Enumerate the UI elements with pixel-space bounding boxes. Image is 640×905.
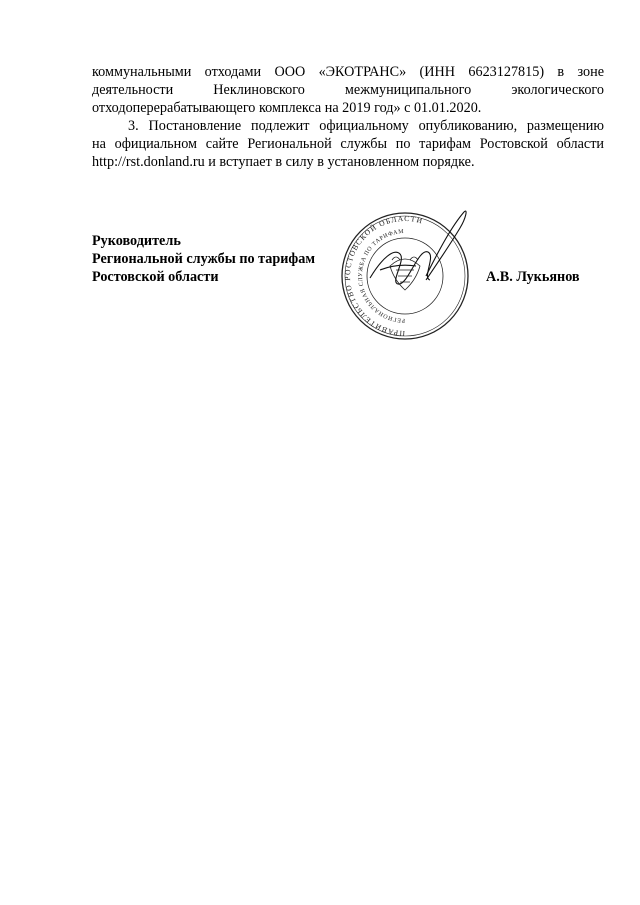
svg-text:ПРАВИТЕЛЬСТВО РОСТОВСКОЙ ОБЛАС bbox=[343, 214, 424, 338]
signatory-title: Региональной службы по тарифам bbox=[92, 251, 316, 267]
seal-outer-text: ПРАВИТЕЛЬСТВО РОСТОВСКОЙ ОБЛАСТИ bbox=[342, 213, 425, 339]
official-seal-icon bbox=[330, 208, 480, 343]
paragraph-line: отходоперерабатывающего комплекса на 2019 год» с 01.01.2020. bbox=[92, 100, 482, 116]
paragraph-line: коммунальными отходами ООО «ЭКОТРАНС» (ИНН 6623127815) в зоне bbox=[92, 64, 604, 80]
signatory-title: Ростовской области bbox=[92, 269, 219, 285]
paragraph-line: деятельности Неклиновского межмуниципального экологического bbox=[92, 82, 604, 98]
signatory-title: Руководитель bbox=[92, 233, 181, 249]
signatory-name: А.В. Лукьянов bbox=[486, 269, 580, 285]
seal-inner-text: РЕГИОНАЛЬНАЯ СЛУЖБА ПО ТАРИФАМ bbox=[357, 228, 406, 324]
paragraph-line: на официальном сайте Региональной службы по тарифам Ростовской области bbox=[92, 136, 604, 152]
paragraph-line: 3. Постановление подлежит официальному опубликованию, размещению bbox=[128, 118, 604, 134]
paragraph-line: http://rst.donland.ru и вступает в силу в установленном порядке. bbox=[92, 154, 475, 170]
